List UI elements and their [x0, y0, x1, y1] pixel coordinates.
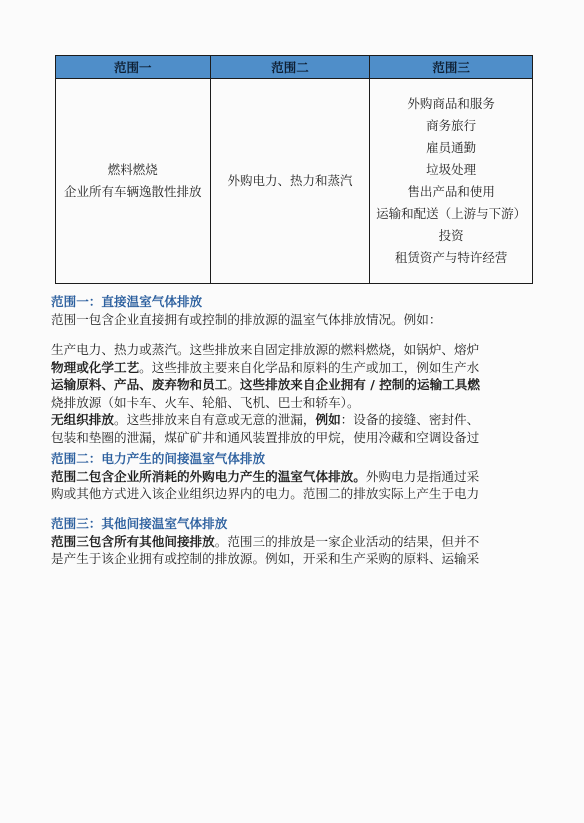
scope-3-item: 租赁资产与特许经营: [394, 250, 508, 265]
scope-3-item: 垃圾处理: [426, 162, 477, 177]
section-1-intro: 范围一包含企业直接拥有或控制的排放源的温室气体排放情况。例如：: [51, 311, 442, 327]
section-1-title: 范围一：直接温室气体排放: [51, 294, 203, 309]
scope-2-cell: [210, 79, 370, 284]
paragraph-line: 物理或化学工艺。这些排放主要来自化学品和原料的生产或加工，例如生产水: [51, 359, 480, 375]
scope-3-item: 运输和配送（上游与下游）: [376, 206, 527, 221]
bold-term: 范围二包含企业所消耗的外购电力产生的温室气体排放。: [51, 468, 366, 484]
scope-3-cell: [370, 79, 533, 284]
table-header-row: [56, 56, 533, 79]
paragraph-line: 生产电力、热力或蒸汽。这些排放来自固定排放源的燃料燃烧，如锅炉、熔炉: [51, 342, 480, 357]
paragraph-line: 烧排放源（如卡车、火车、轮船、飞机、巴士和轿车）。: [51, 394, 360, 410]
scope-3-item: 外购商品和服务: [407, 96, 495, 111]
scope-3-item: 售出产品和使用: [407, 184, 495, 199]
paragraph-line: 运输原料、产品、废弃物和员工。这些排放来自企业拥有 / 控制的运输工具燃: [51, 377, 480, 393]
emission-scope-table: [55, 55, 533, 284]
bold-term: 无组织排放: [51, 412, 114, 428]
scope-1-item: 企业所有车辆逸散性排放: [64, 184, 202, 199]
section-1-body: [51, 341, 541, 447]
scope-1-cell: [56, 79, 211, 284]
bold-term: 范围三包含所有其他间接排放: [51, 533, 215, 549]
section-scope-3: [51, 515, 541, 568]
section-scope-2: [51, 450, 541, 503]
bold-term: 物理或化学工艺: [51, 359, 140, 375]
paragraph-line: 购或其他方式进入该企业组织边界内的电力。范围二的排放实际上产生于电力: [51, 486, 480, 502]
scope-3-item: 商务旅行: [426, 118, 477, 133]
header-scope-1: 范围一: [56, 56, 211, 79]
paragraph-line: 范围二包含企业所消耗的外购电力产生的温室气体排放。外购电力是指通过采: [51, 468, 480, 484]
table-row: [56, 79, 533, 284]
header-scope-2: 范围二: [210, 56, 370, 79]
section-scope-1: [51, 293, 541, 328]
bold-term: 运输原料、产品、废弃物和员工: [51, 377, 228, 393]
scope-1-item: 燃料燃烧: [107, 162, 158, 177]
scope-3-item: 投资: [438, 228, 464, 243]
section-3-title: 范围三：其他间接温室气体排放: [51, 516, 228, 531]
section-2-title: 范围二：电力产生的间接温室气体排放: [51, 451, 266, 466]
paragraph-line: 是产生于该企业拥有或控制的排放源。例如，开采和生产采购的原料、运输采: [51, 551, 480, 567]
scope-2-item: 外购电力、热力和蒸汽: [227, 173, 353, 188]
scope-3-item: 雇员通勤: [426, 140, 477, 155]
paragraph-line: 包装和垫圈的泄漏，煤矿矿井和通风装置排放的甲烷，使用冷藏和空调设备过: [51, 429, 480, 445]
bold-term: 这些排放来自企业拥有 / 控制的运输工具燃: [239, 377, 480, 393]
header-scope-3: 范围三: [370, 56, 533, 79]
paragraph-line: 无组织排放。这些排放来自有意或无意的泄漏，例如：设备的接缝、密封件、: [51, 412, 480, 428]
bold-term: 例如: [315, 412, 341, 428]
paragraph-line: 范围三包含所有其他间接排放。范围三的排放是一家企业活动的结果，但并不: [51, 533, 480, 549]
